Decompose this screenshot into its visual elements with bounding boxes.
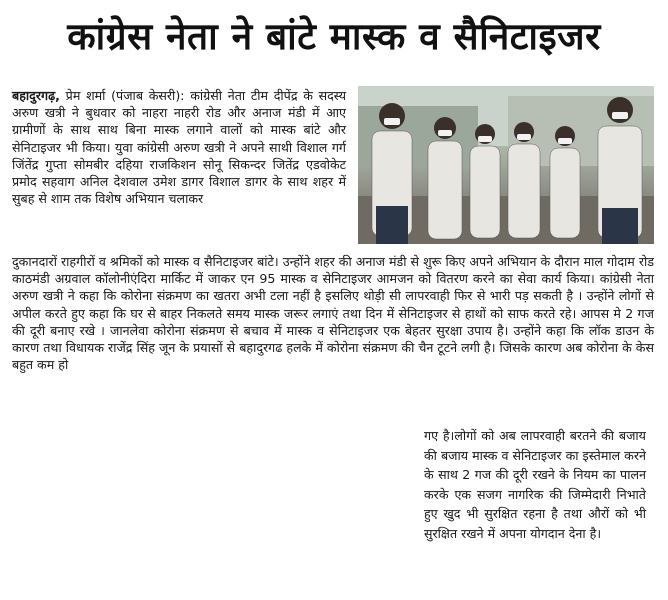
- photo-illustration: [358, 86, 654, 244]
- headline: कांग्रेस नेता ने बांटे मास्क व सैनिटाइजर: [67, 15, 601, 58]
- article-para-left: [12, 87, 346, 207]
- dateline: बहादुरगढ़,: [12, 88, 60, 103]
- article-para-full: दुकानदारों राहगीरों व श्रमिकों को मास्क व सैनिटाइजर बांटे। उन्होंने शहर की अनाज मंडी से शुरू किए अपने अभियान के दौरान माल गोदाम रोड काठमंडी अग्रवाल कॉलोनीएंदिरा मार्किट में जाकर एन 95 मास्क व सेनिटाइजर आमजन को वितरण करने का सेवा कार्य किया। कांग्रेसी नेता अरुण खत्री ने कहा कि कोरोना संक्रमण का खतरा अभी टला नहीं है इसलिए थोड़ी सी लापरवाही फिर से भारी पड़ सकती है । उन्होंने लोगों से अपील करते हुए कहा कि घर से बाहर निकलते समय मास्क जरूर लगाएं तथा दिन में सेनिटाइजर से हाथों को साफ करते रहे। आपस मे 2 गज की दूरी बनाए रखे । जानलेवा कोरोना संक्रमण से बचाव में मास्क व सेनिटाइजर एक बेहतर सुरक्षा उपाय है। उन्होंने कहा कि लॉक डाउन के कारण तथा विधायक राजेंद्र सिंह जून के प्रयासों से बहादुरगढ हलके में कोरोना संक्रमण की चैन टूटने लगी है। जिसके कारण अब कोरोना के केस बहुत कम हो: [12, 254, 654, 373]
- para-left-text: कांग्रेसी नेता टीम दीपेंद्र के सदस्य अरुण खत्री ने बुधवार को नाहरा नाहरी रोड और अनाज मंडी में आए ग्रामीणों के साथ साथ बिना मास्क लगाने वालों को मास्क बांटे और सेनिटाइजर भी किया। युवा कांग्रेसी अरुण खत्री ने अपने साथी विशाल गर्ग जिंतेंद्र गुप्ता सोमबीर दहिया राजकिशन सोनू सिकन्दर जितेंद्र एडवोकेट प्रमोद सहवाग अनिल देशवाल उमेश डागर विशाल डागर के साथ शहर में सुबह से शाम तक विशेष अभियान चलाकर: [12, 88, 346, 207]
- news-photo: [358, 86, 654, 244]
- byline: प्रेम शर्मा (पंजाब केसरी):: [65, 88, 185, 103]
- article-para-right: गए है।लोगों को अब लापरवाही बरतने की बजाय की बजाय मास्क व सेनिटाइजर का इस्तेमाल करने के साथ 2 गज की दूरी रखने के नियम का पालन करके एक सजग नागरिक की जिम्मेदारी निभाते हुए खुद भी सुरक्षित रहना है तथा औरों को भी सुरक्षित रखने में अपना योगदान देना है।: [424, 428, 646, 541]
